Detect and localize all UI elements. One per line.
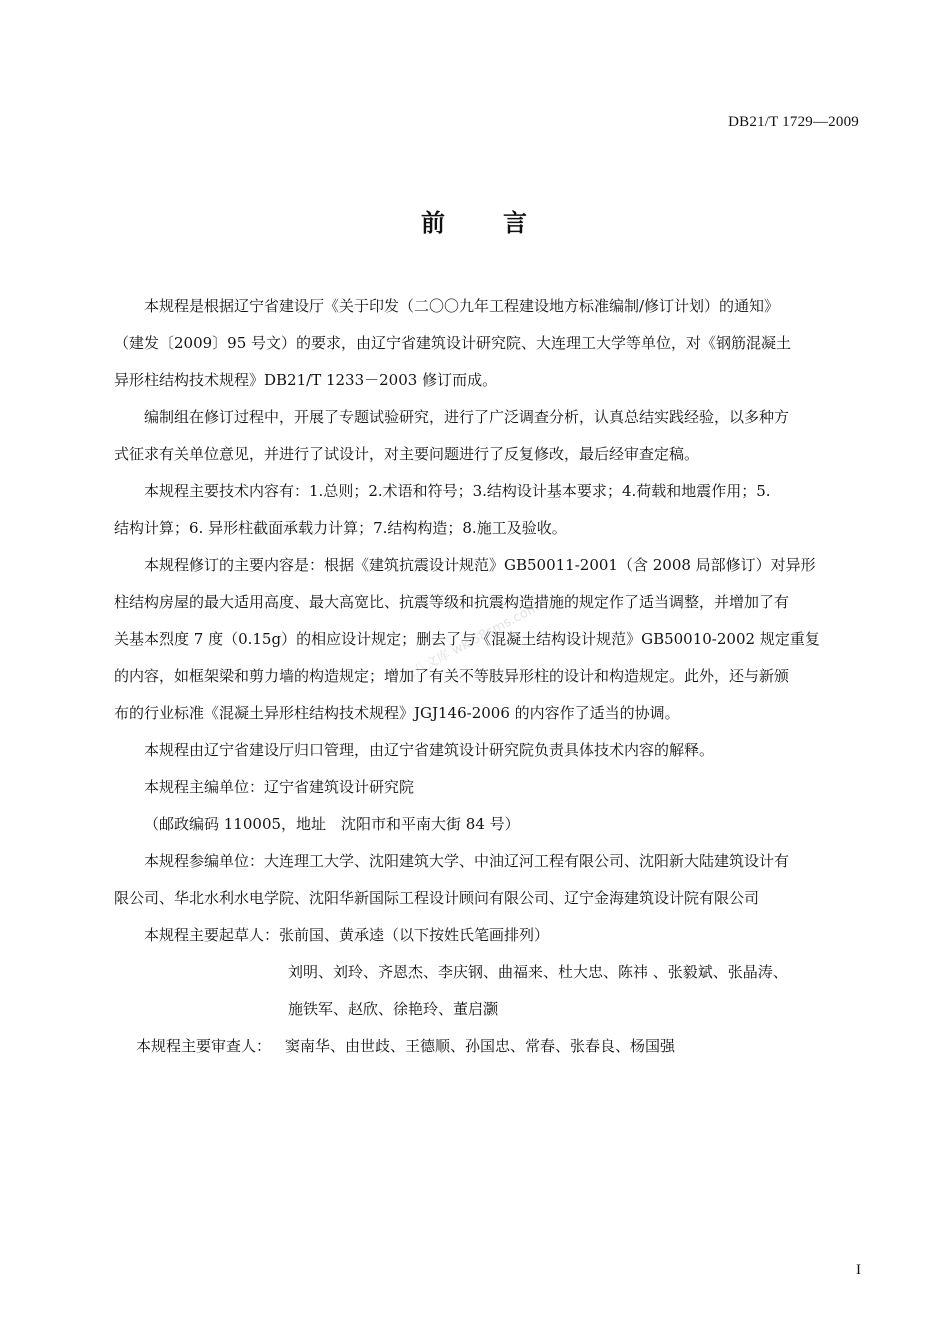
text-line: 刘明、刘玲、齐恩杰、李庆钢、曲福来、杜大忠、陈祎 、张毅斌、张晶涛、 [288,963,788,981]
paragraph-management [114,732,862,769]
document-number: DB21/T 1729—2009 [728,114,859,130]
page-title [0,203,950,238]
text-line: 本规程参编单位：大连理工大学、沈阳建筑大学、中油辽河工程有限公司、沈阳新大陆建筑设计有 [144,852,790,870]
text-line: （建发〔2009〕95 号文）的要求，由辽宁省建筑设计研究院、大连理工大学等单位，对《钢筋混凝土 [114,334,792,352]
reviewers-label: 本规程主要审查人： [136,1037,272,1055]
paragraph-address [114,806,862,843]
text-line: 本规程是根据辽宁省建设厅《关于印发（二〇〇九年工程建设地方标准编制/修订计划）的通知》 [144,297,780,315]
paragraph-chief-editor [114,769,862,806]
text-line: 式征求有关单位意见，并进行了试设计，对主要问题进行了反复修改，最后经审查定稿。 [114,445,700,463]
paragraph-reviewers [114,1028,862,1065]
paragraph-contents [114,473,862,510]
text-line: 异形柱结构技术规程》DB21/T 1233－2003 修订而成。 [114,371,498,389]
text-line: 编制组在修订过程中，开展了专题试验研究，进行了广泛调查分析，认真总结实践经验，以多种方 [144,408,790,426]
page-number: I [856,1262,861,1278]
text-line: 本规程主要技术内容有：1.总则；2.术语和符号；3.结构设计基本要求；4.荷载和地震作用；5. [144,482,771,500]
paragraph-drafters [114,917,862,954]
paragraph-origin [114,288,862,325]
text-line: 关基本烈度 7 度（0.15g）的相应设计规定；删去了与《混凝土结构设计规范》GB50010-2002 规定重复 [114,630,820,648]
title-char-2: 言 [503,209,529,237]
reviewers-names: 窦南华、由世歧、王德顺、孙国忠、常春、张春良、杨国强 [285,1037,676,1055]
text-line: 施铁军、赵欣、徐艳玲、董启灏 [288,1000,499,1018]
text-line: （邮政编码 110005，地址 沈阳市和平南大街 84 号） [144,815,520,833]
text-line: 限公司、华北水利水电学院、沈阳华新国际工程设计顾问有限公司、辽宁金海建筑设计院有限公司 [114,889,760,907]
paragraph-contents-cont [114,510,862,547]
text-line: 的内容，如框架梁和剪力墙的构造规定；增加了有关不等肢异形柱的设计和构造规定。此外，还与新颁 [114,667,790,685]
text-line: 结构计算；6. 异形柱截面承载力计算；7.结构构造；8.施工及验收。 [114,519,567,537]
text-line: 本规程修订的主要内容是：根据《建筑抗震设计规范》GB50011-2001（含 2008 局部修订）对异形 [144,556,816,574]
paragraph-participants-cont [114,880,862,917]
paragraph-process [114,399,862,436]
document-body [114,288,862,1065]
text-line: 本规程主要起草人：张前国、黄承逵（以下按姓氏笔画排列） [144,926,550,944]
text-line: 本规程由辽宁省建设厅归口管理，由辽宁省建筑设计研究院负责具体技术内容的解释。 [144,741,715,759]
title-char-1: 前 [421,209,447,237]
paragraph-participants [114,843,862,880]
paragraph-process-cont [114,436,862,473]
paragraph-revisions-cont [114,584,862,732]
drafters-names [114,954,862,1028]
paragraph-revisions [114,547,862,584]
text-line: 布的行业标准《混凝土异形柱结构技术规程》JGJ146-2006 的内容作了适当的协调。 [114,704,680,722]
text-line: 柱结构房屋的最大适用高度、最大高宽比、抗震等级和抗震构造措施的规定作了适当调整，并增加了有 [114,593,790,611]
text-line: 本规程主编单位：辽宁省建筑设计研究院 [144,778,415,796]
watermark: 五八文库 wk.58sms.com [399,599,543,685]
paragraph-origin-cont [114,325,862,399]
